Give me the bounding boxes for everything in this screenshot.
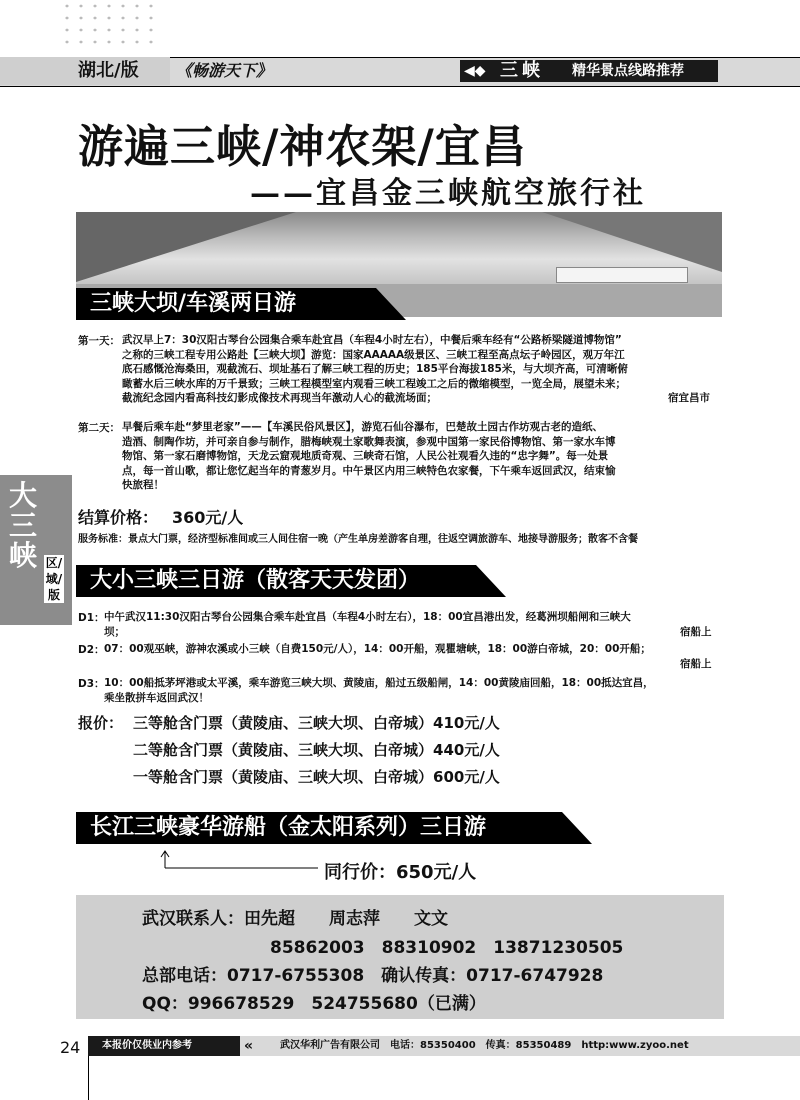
day-description-cont: 坝； (104, 626, 125, 638)
text-line: 造酒、制陶作坊，并可亲自参与制作，腊梅峡观土家歌舞表演，参观中国第一家民俗博物馆、第一家水车博 (122, 435, 616, 448)
pointer-arrow-icon (150, 848, 320, 874)
footer-info-bar (240, 1036, 800, 1056)
decorative-dots (60, 0, 160, 48)
page-subtitle: ——宜昌金三峡航空旅行社 (250, 176, 646, 211)
text-line: 物馆、第一家石磨博物馆，天龙云窟观地质奇观、三峡奇石馆，人民公社观看久违的“忠字舞”。每一处景 (122, 450, 609, 462)
quote-line: 一等舱含门票（黄陵庙、三峡大坝、白帝城）600元/人 (133, 768, 500, 786)
day-description: 中午武汉11:30汉阳古琴台公园集合乘车赴宜昌（车程4小时左右），18：00宜昌港出发，经葛洲坝船闸和三峡大 (104, 611, 631, 623)
contact-phones: 85862003 88310902 13871230505 (270, 938, 624, 958)
quote-line: 三等舱含门票（黄陵庙、三峡大坝、白帝城）410元/人 (133, 714, 500, 732)
mountain-shape (542, 212, 722, 272)
cruise-ship (556, 267, 688, 283)
overnight-location: 宿船上 (680, 626, 712, 638)
side-tab-label: 区/域/版 (45, 556, 63, 602)
side-tab-title: 大三峡 (8, 479, 37, 572)
side-tab (0, 475, 72, 625)
mountain-shape (76, 212, 296, 282)
double-arrow-icon: ◀◆ (464, 63, 486, 79)
day-description: 10：00船抵茅坪港或太平溪，乘车游览三峡大坝、黄陵庙，船过五级船闸，14：00黄陵庙回船，18：00抵达宜昌， (104, 677, 654, 689)
day-description: 07：00观巫峡，游神农溪或小三峡（自费150元/人），14：00开船，观瞿塘峡，18：00游白帝城，20：00开船； (104, 643, 651, 655)
contact-persons: 武汉联系人：田先超 周志萍 文文 (142, 909, 448, 929)
day-description (122, 420, 732, 493)
section-heading-dam-tour: 三峡大坝/车溪两日游 (76, 288, 376, 320)
section-heading-three-gorges-tour: 大小三峡三日游（散客天天发团） (76, 565, 476, 597)
page-title: 游遍三峡/神农架/宜昌 (78, 120, 527, 173)
text-line: 武汉早上7：30汉阳古琴台公园集合乘车赴宜昌（车程4小时左右），中餐后乘车经有“公路桥梁隧道博物馆” (122, 334, 622, 346)
header-tag (460, 60, 718, 82)
day-label: D3： (78, 678, 105, 690)
day-description-cont: 乘坐散拼车返回武汉！ (104, 692, 209, 704)
overnight-location: 宿船上 (680, 658, 712, 670)
section-heading-cruise-tour: 长江三峡豪华游船（金太阳系列）三日游 (76, 812, 562, 844)
hq-phone-fax: 总部电话：0717-6755308 确认传真：0717-6747928 (142, 966, 604, 986)
service-standard: 服务标准：景点大门票，经济型标准间或三人间住宿一晚（产生单房差游客自理，往返空调旅游车、地接导游服务；散客不含餐 (78, 534, 638, 545)
day-label: 第一天： (78, 335, 120, 347)
text-line: 之称的三峡工程专用公路赴【三峡大坝】游览：国家AAAAA级景区、三峡工程至高点坛子岭园区，观万年江 (122, 348, 625, 361)
contact-box (76, 895, 724, 1019)
qq-numbers: QQ：996678529 524755680（已满） (142, 994, 486, 1014)
text-line: 快旅程！ (122, 479, 164, 491)
text-line: 早餐后乘车赴“梦里老家”——【车溪民俗风景区】，游览石仙谷瀑布，巴楚故土园古作坊观古老的造纸、 (122, 421, 604, 433)
text-line: 点，每一首山歌，都让您忆起当年的青葱岁月。中午景区内用三峡特色农家餐，下午乘车返回武汉，结束愉 (122, 464, 616, 477)
footer-bar (88, 1036, 800, 1056)
divider-line (88, 1056, 89, 1100)
overnight-location: 宿宜昌市 (668, 392, 710, 404)
column-name: 《畅游天下》 (176, 61, 273, 80)
text-line: 截流纪念园内看高科技幻影成像技术再现当年激动人心的截流场面； (122, 392, 437, 404)
day-description (122, 333, 732, 406)
tag-name: 三峡 (500, 60, 544, 81)
text-line: 瞰蓄水后三峡水库的万千景致；三峡工程模型室内观看三峡工程竣工之后的微缩模型，一览全局，展望未来； (122, 377, 626, 390)
quote-line: 二等舱含门票（黄陵庙、三峡大坝、白帝城）440元/人 (133, 741, 500, 759)
day-label: 第二天： (78, 422, 120, 434)
peer-price: 同行价：650元/人 (324, 862, 477, 883)
settlement-price: 360元/人 (172, 508, 244, 527)
day-label: D1： (78, 612, 105, 624)
footer-note: 本报价仅供业内参考 (88, 1036, 240, 1056)
text-line: 底石感慨沧海桑田，观截流石、坝址基石了解三峡工程的历史；185平台海拔185米，与大坝齐高，可清晰俯 (122, 363, 628, 375)
settlement-price-label: 结算价格： (78, 508, 159, 527)
tag-subtitle: 精华景点线路推荐 (572, 63, 684, 79)
double-arrow-icon: « (244, 1038, 254, 1054)
region-label: 湖北/版 (0, 57, 170, 85)
footer-info: 武汉华利广告有限公司 电话：85350400 传真：85350489 http:www.zyoo.net (280, 1040, 689, 1051)
page-number: 24 (60, 1038, 81, 1057)
day-label: D2： (78, 644, 105, 656)
quote-label: 报价： (78, 714, 124, 732)
